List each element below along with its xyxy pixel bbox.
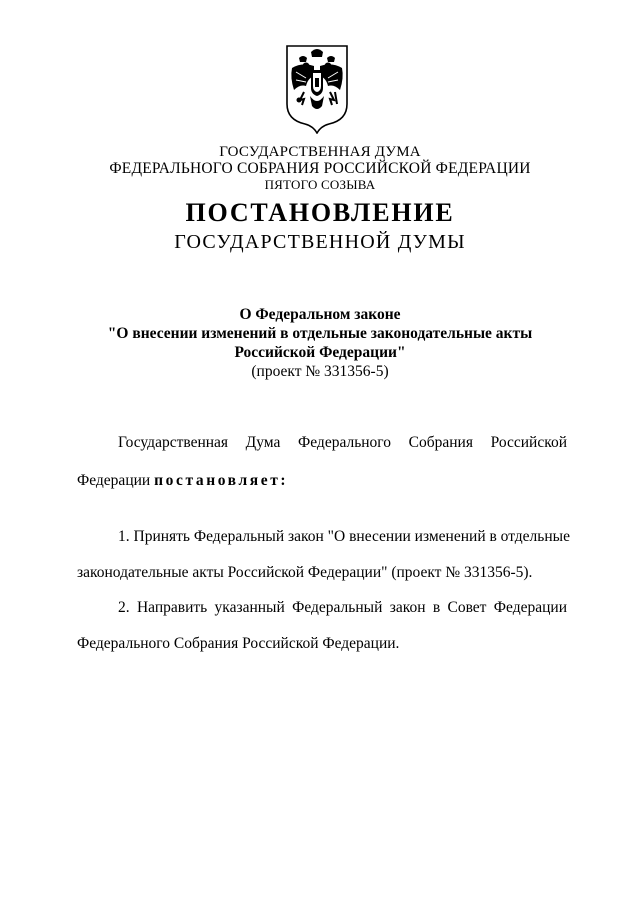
item-1-line-2: законодательные акты Российской Федерации" (проект № 331356-5). — [77, 564, 533, 581]
document-issuer: ГОСУДАРСТВЕННОЙ ДУМЫ — [174, 231, 466, 253]
item-1-line-1: 1. Принять Федеральный закон "О внесении изменений в отдельные — [118, 528, 570, 545]
subject-line-2: "О внесении изменений в отдельные законодательные акты — [107, 325, 533, 342]
intro-line-1: Государственная Дума Федерального Собрания Российской — [118, 434, 567, 451]
subject-line-1: О Федеральном законе — [239, 306, 401, 323]
item-2-line-1: 2. Направить указанный Федеральный закон в Совет Федерации — [118, 599, 567, 616]
intro-line-2-start: Федерации — [77, 472, 155, 489]
document-type-title: ПОСТАНОВЛЕНИЕ — [185, 198, 455, 227]
subject-line-3: Российской Федерации" — [234, 344, 406, 361]
intro-line-2 — [77, 471, 288, 490]
header-line-duma: ГОСУДАРСТВЕННАЯ ДУМА — [219, 144, 421, 160]
project-number: (проект № 331356-5) — [251, 363, 389, 380]
header-line-assembly: ФЕДЕРАЛЬНОГО СОБРАНИЯ РОССИЙСКОЙ ФЕДЕРАЦИИ — [109, 160, 531, 177]
coat-of-arms-icon — [284, 42, 350, 134]
header-line-convocation: ПЯТОГО СОЗЫВА — [264, 177, 376, 192]
item-2-line-2: Федерального Собрания Российской Федерации. — [77, 635, 400, 652]
decree-keyword: постановляет: — [154, 472, 289, 489]
